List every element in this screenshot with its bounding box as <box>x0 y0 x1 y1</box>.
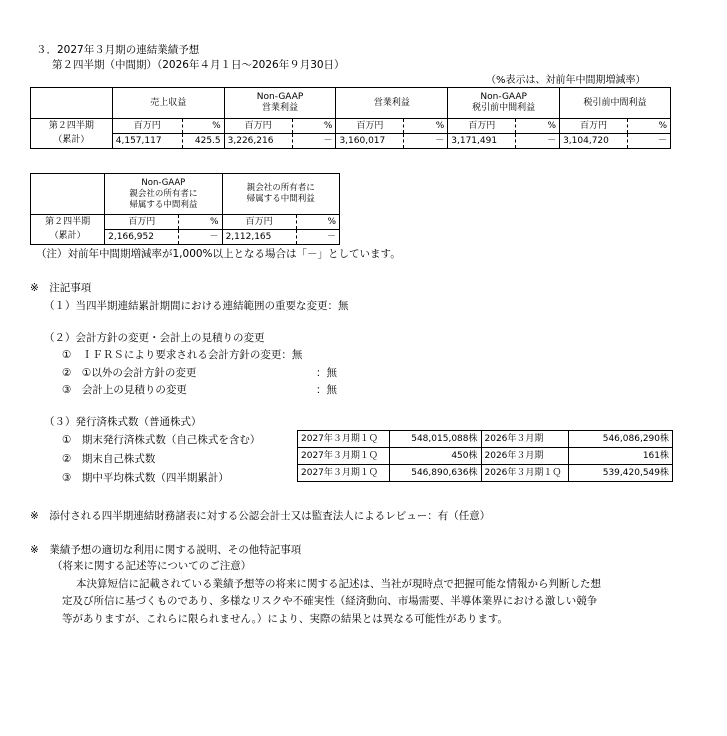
period-cell: 2026年３月期１Ｑ <box>481 465 569 482</box>
value-cell: － <box>516 134 560 149</box>
value-cell: 2,166,952 <box>105 230 179 245</box>
unit-yen: 百万円 <box>560 119 628 134</box>
unit-pct: % <box>296 215 339 230</box>
header-nongaap-parent: Non-GAAP 親会社の所有者に 帰属する中間利益 <box>105 174 222 215</box>
row-label: （累計） <box>31 134 113 149</box>
note-item-1: （１）当四半期連結累計期間における連結範囲の重要な変更：無 <box>44 300 349 312</box>
unit-yen: 百万円 <box>336 119 404 134</box>
unit-pct: % <box>292 119 336 134</box>
unit-pct: % <box>628 119 671 134</box>
note-item-2-2-value: ：無 <box>316 367 337 379</box>
value-cell: 3,226,216 <box>224 134 292 149</box>
value-cell: 3,171,491 <box>448 134 516 149</box>
shares-value: 450株 <box>389 448 481 465</box>
period-cell: 2027年３月期１Ｑ <box>298 448 390 465</box>
shares-label-3: ③ 期中平均株式数（四半期累計） <box>62 472 229 484</box>
shares-value: 546,086,290株 <box>569 431 673 448</box>
row-label: 第２四半期 <box>31 119 113 134</box>
header-nongaap-pretax: Non-GAAP 税引前中間利益 <box>448 88 560 119</box>
value-cell: － <box>292 134 336 149</box>
unit-yen: 百万円 <box>112 119 182 134</box>
unit-pct: % <box>179 215 222 230</box>
header-op: 営業利益 <box>336 88 448 119</box>
value-cell: 425.5 <box>182 134 224 149</box>
unit-pct: % <box>404 119 448 134</box>
shares-value: 548,015,088株 <box>389 431 481 448</box>
section-subtitle: 第２四半期（中間期）（2026年４月１日～2026年９月30日） <box>52 59 345 71</box>
shares-table <box>297 430 673 482</box>
note-item-2-3-value: ：無 <box>316 384 337 396</box>
pct-note: （%表示は、対前年中間期増減率） <box>486 75 646 86</box>
forecast-table <box>30 87 671 149</box>
header-parent: 親会社の所有者に 帰属する中間利益 <box>222 174 339 215</box>
unit-pct: % <box>516 119 560 134</box>
note-item-2-3: ③ 会計上の見積りの変更 <box>62 384 187 396</box>
section-title: ３．2027年３月期の連結業績予想 <box>36 44 200 56</box>
forecast-table-2 <box>30 173 340 245</box>
value-cell: － <box>296 230 339 245</box>
unit-yen: 百万円 <box>222 215 296 230</box>
header-nongaap-op: Non-GAAP 営業利益 <box>224 88 336 119</box>
period-cell: 2027年３月期１Ｑ <box>298 431 390 448</box>
forecast-subheading: （将来に関する記述等についてのご注意） <box>52 560 252 572</box>
footnote: （注）対前年中間期増減率が1,000%以上となる場合は「－」としています。 <box>36 248 401 260</box>
value-cell: － <box>179 230 222 245</box>
forecast-line-1: 本決算短信に記載されている業績予想等の将来に関する記述は、当社が現時点で把握可能な情報から判断した想 <box>76 578 601 590</box>
unit-yen: 百万円 <box>448 119 516 134</box>
shares-label-2: ② 期末自己株式数 <box>62 453 156 465</box>
row-label: （累計） <box>31 230 105 245</box>
forecast-heading: ※ 業績予想の適切な利用に関する説明、その他特記事項 <box>30 544 302 556</box>
unit-yen: 百万円 <box>105 215 179 230</box>
shares-value: 539,420,549株 <box>569 465 673 482</box>
note-item-3: （３）発行済株式数（普通株式） <box>44 416 202 428</box>
shares-value: 546,890,636株 <box>389 465 481 482</box>
period-cell: 2026年３月期 <box>481 448 569 465</box>
value-cell: － <box>628 134 671 149</box>
row-label: 第２四半期 <box>31 215 105 230</box>
value-cell: 3,104,720 <box>560 134 628 149</box>
header-revenue: 売上収益 <box>112 88 224 119</box>
period-cell: 2026年３月期 <box>481 431 569 448</box>
unit-pct: % <box>182 119 224 134</box>
unit-yen: 百万円 <box>224 119 292 134</box>
note-item-2-1: ① ＩＦＲＳにより要求される会計方針の変更：無 <box>62 349 303 361</box>
note-item-2-2: ② ①以外の会計方針の変更 <box>62 367 197 379</box>
header-pretax: 税引前中間利益 <box>560 88 671 119</box>
note-item-2: （２）会計方針の変更・会計上の見積りの変更 <box>44 332 265 344</box>
forecast-line-3: 等がありますが、これらに限られません。）により、実際の結果とは異なる可能性があります。 <box>62 613 509 625</box>
value-cell: 3,160,017 <box>336 134 404 149</box>
shares-label-1: ① 期末発行済株式数（自己株式を含む） <box>62 434 261 446</box>
value-cell: 2,112,165 <box>222 230 296 245</box>
shares-value: 161株 <box>569 448 673 465</box>
notes-heading: ※ 注記事項 <box>30 282 92 294</box>
value-cell: － <box>404 134 448 149</box>
period-cell: 2027年３月期１Ｑ <box>298 465 390 482</box>
value-cell: 4,157,117 <box>112 134 182 149</box>
review-note: ※ 添付される四半期連結財務諸表に対する公認会計士又は監査法人によるレビュー：有（任意） <box>30 510 491 522</box>
forecast-line-2: 定及び所信に基づくものであり、多様なリスクや不確実性（経済動向、市場需要、半導体業界における激しい競争 <box>62 595 598 607</box>
